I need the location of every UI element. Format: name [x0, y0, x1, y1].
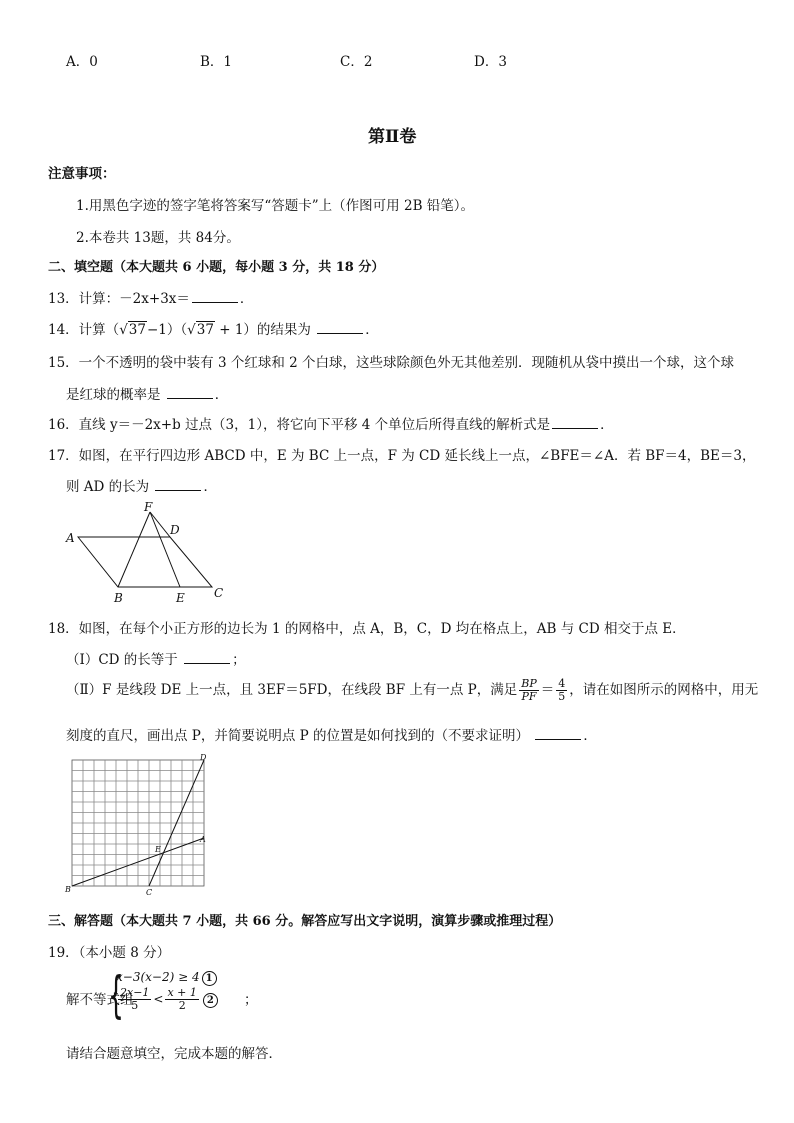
label-a: A [200, 835, 206, 844]
question-16: 16．直线 y＝－2x+b 过点（3，1），将它向下平移 4 个单位后所得直线的解析式是 ． [48, 417, 614, 433]
fraction-denominator: 5 [131, 999, 139, 1012]
q18-part-2-post: ，请在如图所示的网格中，用无 [569, 682, 759, 698]
question-15-line-2: 是红球的概率是 ． [66, 387, 229, 403]
q18-part-1-end: ； [232, 652, 246, 668]
q17-line-2-text: 则 AD 的长为 [66, 479, 154, 495]
question-15-line-1: 15．一个不透明的袋中装有 3 个红球和 2 个白球，这些球除颜色外无其他差别．现随机从袋中摸出一个球，这个球 [48, 355, 735, 371]
label-c: C [146, 888, 153, 897]
circled-number: 1 [202, 971, 217, 986]
label-e: E [176, 591, 185, 605]
q15-line-2-text: 是红球的概率是 [66, 387, 165, 403]
q14-radicand-1: 37 [128, 322, 146, 338]
fraction-numerator: x + 1 [167, 986, 197, 999]
inequality-1-text: x−3(x−2) ≥ 4 [116, 970, 200, 984]
fraction-denominator: PF [521, 690, 537, 703]
question-17-line-2: 则 AD 的长为 ． [66, 479, 217, 495]
parallelogram-figure [60, 500, 230, 606]
section-2-heading: 二、填空题（本大题共 6 小题，每小题 3 分，共 18 分） [48, 260, 385, 275]
fraction-denominator: 2 [178, 999, 186, 1012]
inequality-op: < [153, 992, 164, 1006]
fraction-denominator: 5 [558, 690, 566, 703]
fraction-numerator: 4 [558, 677, 566, 690]
label-e: E [155, 845, 161, 854]
fraction-bp-pf [519, 678, 539, 703]
question-19-label: 解不等式组 [66, 992, 134, 1008]
inequality-2 [116, 987, 218, 1012]
fraction-numerator: BP [521, 677, 537, 690]
q18-eq: ＝ [540, 682, 555, 698]
section-3-heading: 三、解答题（本大题共 7 小题，共 66 分。解答应写出文字说明，演算步骤或推理过程） [48, 914, 562, 929]
fraction-left [118, 987, 151, 1012]
option-c: C．2 [340, 54, 373, 70]
question-17-line-1: 17．如图，在平行四边形 ABCD 中，E 为 BC 上一点，F 为 CD 延长线上一点，∠BFE＝∠A．若 BF＝4，BE＝3， [48, 448, 756, 464]
q14-radicand-2: 37 [196, 322, 214, 338]
fraction-numerator: 2x−1 [120, 986, 150, 999]
answer-blank [184, 651, 230, 664]
brace-icon: { [108, 966, 124, 1024]
label-f: F [144, 500, 153, 514]
q18-line-3-text: 刻度的直尺，画出点 P，并简要说明点 P 的位置是如何找到的（不要求证明） [66, 728, 534, 744]
parallelogram-abcd [78, 537, 212, 587]
notes-item-2: 2.本卷共 13题，共 84分。 [76, 230, 240, 246]
question-14: 14．计算（√37−1）（√37 + 1）的结果为 ． [48, 322, 379, 338]
answer-blank [192, 290, 238, 303]
q13-text: 13．计算：－2x+3x＝ [48, 291, 190, 307]
q18-part-1-text: （Ⅰ）CD 的长等于 [66, 652, 183, 668]
label-b: B [114, 591, 123, 605]
question-13: 13．计算：－2x+3x＝ ． [48, 291, 254, 307]
fraction-right [165, 987, 198, 1012]
answer-blank [167, 386, 213, 399]
q14-mid-1: −1）（ [146, 322, 188, 338]
sqrt-icon: √ [119, 322, 128, 338]
part-title: 第Ⅱ卷 [368, 127, 417, 147]
question-18-line-1: 18．如图，在每个小正方形的边长为 1 的网格中，点 A，B，C，D 均在格点上，AB 与 CD 相交于点 E． [48, 621, 686, 637]
q14-mid-2: + 1）的结果为 [214, 322, 316, 338]
grid-figure [62, 752, 212, 898]
notes-heading: 注意事项： [48, 166, 116, 182]
grid-lines [72, 760, 204, 886]
option-b: B．1 [200, 54, 233, 70]
segment-fd [150, 512, 170, 537]
question-19-instruction: 请结合题意填空，完成本题的解答． [66, 1046, 282, 1062]
segment-bf [118, 512, 150, 587]
label-a: A [66, 531, 75, 545]
q14-pre: 14．计算（ [48, 322, 120, 338]
sqrt-icon: √ [187, 322, 196, 338]
circled-number: 2 [203, 993, 218, 1008]
answer-blank [552, 416, 598, 429]
question-18-line-3: 刻度的直尺，画出点 P，并简要说明点 P 的位置是如何找到的（不要求证明） ． [66, 728, 597, 744]
label-d: D [170, 523, 180, 537]
q16-text: 16．直线 y＝－2x+b 过点（3，1），将它向下平移 4 个单位后所得直线的解析式是 [48, 417, 551, 433]
option-a: A．0 [66, 54, 98, 70]
answer-blank [155, 478, 201, 491]
notes-item-1: 1.用黑色字迹的签字笔将答案写“答题卡”上（作图可用 2B 铅笔）。 [76, 198, 475, 214]
label-b: B [65, 885, 71, 894]
inequality-1 [116, 970, 218, 986]
question-18-part-2 [66, 678, 758, 703]
q18-part-2-pre: （Ⅱ）F 是线段 DE 上一点，且 3EF＝5FD，在线段 BF 上有一点 P，满足 [66, 682, 518, 698]
answer-blank [535, 727, 581, 740]
label-c: C [214, 586, 224, 600]
question-19-tail: ； [244, 992, 258, 1008]
option-d: D．3 [474, 54, 507, 70]
inequality-system [116, 970, 218, 1012]
question-19-header: 19．（本小题 8 分） [48, 945, 171, 961]
label-d: D [200, 753, 207, 762]
fraction-4-5 [556, 678, 567, 703]
answer-blank [317, 321, 363, 334]
question-18-part-1 [66, 648, 246, 668]
